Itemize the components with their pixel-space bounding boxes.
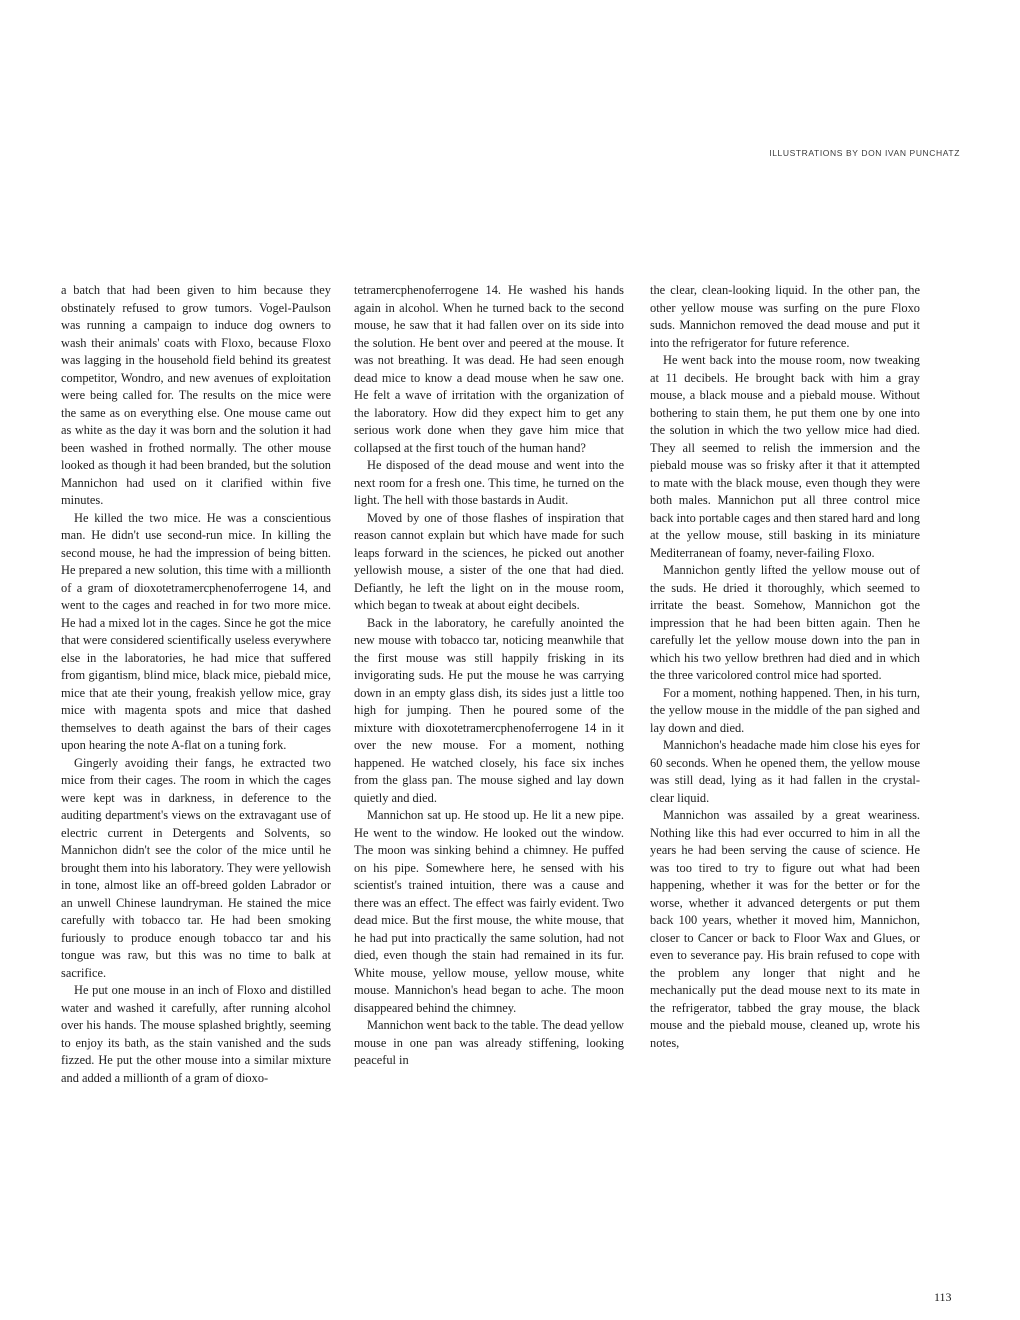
paragraph: He killed the two mice. He was a conscientious man. He didn't use second-run mice. In killing the second mouse, he had the impression of being bitten. He prepared a new solution, this time with a millionth of a gram of dioxotetramercphenoferrogene 14, and went to the cages and reached in for two more mice. He had a mixed lot in the cages. Since he got the mice that were considered scientifically useless everywhere else in the laboratories, he had mice that suffered from gigantism, blind mice, black mice, piebald mice, mice that ate their young, freakish yellow mice, gray mice with magenta spots and mice that dashed themselves to death against the bars of their cages upon hearing the note A-flat on a tuning fork. — [61, 510, 331, 752]
paragraph: a batch that had been given to him because they obstinately refused to grow tumors. Vogel-Paulson was running a campaign to induce dog owners to wash their animals' coats with Floxo, because Floxo was lagging in the household field behind its greatest competitor, Wondro, and new avenues of exploitation were being called for. The results on the mice were the same as on everything else. One mouse came out as white as the day it was born and the solution it had been washed in frothed normally. The other mouse looked as though it had been branded, but the solution Mannichon had used on it clarified within five minutes. — [61, 283, 331, 507]
paragraph: tetramercphenoferrogene 14. He washed his hands again in alcohol. When he turned back to the second mouse, he saw that it had fallen over on its side into the solution. He bent over and peered at the mouse. It was not breathing. It was dead. He had seen enough dead mice to know a dead mouse when he saw one. He felt a wave of irritation with the organization of the laboratory. How did they expect him to get any serious work done when they gave him mice that collapsed at the first touch of the human hand? — [354, 283, 624, 455]
paragraph: the clear, clean-looking liquid. In the other pan, the other yellow mouse was surfing on the pure Floxo suds. Mannichon removed the dead mouse and put it into the refrigerator for future reference. — [650, 283, 920, 350]
paragraph: He disposed of the dead mouse and went into the next room for a fresh one. This time, he turned on the light. The hell with those bastards in Audit. — [354, 458, 624, 507]
text-column-2 — [354, 282, 624, 1070]
paragraph: Mannichon's headache made him close his eyes for 60 seconds. When he opened them, the yellow mouse was still dead, lying as it had fallen in the crystal-clear liquid. — [650, 738, 920, 805]
illustration-credit: ILLUSTRATIONS BY DON IVAN PUNCHATZ — [769, 148, 960, 158]
text-column-3 — [650, 282, 920, 1052]
paragraph: Gingerly avoiding their fangs, he extracted two mice from their cages. The room in which the cages were kept was in darkness, in deference to the auditing department's views on the extravagant use of electric current in Detergents and Solvents, so Mannichon didn't see the color of the mice until he brought them into his laboratory. They were yellowish in tone, almost like an off-breed golden Labrador or an unwell Chinese laundryman. He stained the mice carefully with tobacco tar. He had been smoking furiously to produce enough tobacco tar and his tongue was raw, but this was no time to balk at sacrifice. — [61, 755, 331, 980]
paragraph: Mannichon was assailed by a great weariness. Nothing like this had ever occurred to him in all the years he had been serving the cause of science. He was too tired to try to figure out what had been happening, whether it was for the better or for the worse, whether it advanced detergents or put them back 100 years, whether it moved him, Mannichon, closer to Cancer or back to Floor Wax and Glues, or even to severance pay. His brain refused to cope with the problem any longer that night and he mechanically put the dead mouse next to its mate in the refrigerator, tabbed the gray mouse, the black mouse and the piebald mouse, cleaned up, wrote his notes, — [650, 808, 920, 1050]
paragraph: Mannichon sat up. He stood up. He lit a new pipe. He went to the window. He looked out the window. The moon was sinking behind a chimney. He puffed on his pipe. Somewhere here, he sensed with his scientist's trained intuition, there was a cause and there was an effect. The effect was fairly evident. Two dead mice. But the first mouse, the white mouse, that he had put into practically the same solution, had not died, even though the stain had remained in its fur. White mouse, yellow mouse, yellow mouse, white mouse. Mannichon's head began to ache. The moon disappeared behind the chimney. — [354, 808, 624, 1015]
paragraph: Mannichon gently lifted the yellow mouse out of the suds. He dried it thoroughly, which seemed to irritate the beast. Somehow, Mannichon got the impression that he had been bitten again. Then he carefully let the yellow mouse down into the pan in which his two yellow brethren had died and in which the three varicolored control mice had sported. — [650, 563, 920, 682]
text-column-1 — [61, 282, 331, 1087]
paragraph: Back in the laboratory, he carefully anointed the new mouse with tobacco tar, noticing meanwhile that the first mouse was still happily frisking in its invigorating suds. He put the mouse he was carrying down in an empty glass dish, its sides just a little too high for jumping. Then he poured some of the mixture with dioxotetramercphenoferrogene 14 in it over the new mouse. For a moment, nothing happened. He watched closely, his face six inches from the glass pan. The mouse sighed and lay down quietly and died. — [354, 615, 624, 805]
paragraph: Mannichon went back to the table. The dead yellow mouse in one pan was already stiffening, looking peaceful in — [354, 1018, 624, 1067]
paragraph: He went back into the mouse room, now tweaking at 11 decibels. He brought back with him a gray mouse, a black mouse and a piebald mouse. Without bothering to stain them, he put them one by one into the solution in which the two yellow mice had died. They all seemed to relish the immersion and the piebald mouse was so frisky after it that it attempted to mate with the black mouse, even though they were both males. Mannichon put all three control mice back into portable cages and then stared hard and long at the yellow mouse, still basking in its miniature Mediterranean of foamy, never-failing Floxo. — [650, 353, 920, 560]
paragraph: For a moment, nothing happened. Then, in his turn, the yellow mouse in the middle of the pan sighed and lay down and died. — [650, 685, 920, 735]
paragraph: He put one mouse in an inch of Floxo and distilled water and washed it carefully, after running alcohol over his hands. The mouse splashed brightly, seeming to enjoy its bath, as the stain vanished and the suds fizzed. He put the other mouse into a similar mixture and added a millionth of a gram of dioxo- — [61, 983, 331, 1085]
paragraph: Moved by one of those flashes of inspiration that reason cannot explain but which have made for such leaps forward in the sciences, he picked out another yellowish mouse, a sister of the one that had died. Defiantly, he left the light on in the mouse room, which began to tweak at about eight decibels. — [354, 510, 624, 612]
page-number: 113 — [934, 1290, 952, 1304]
